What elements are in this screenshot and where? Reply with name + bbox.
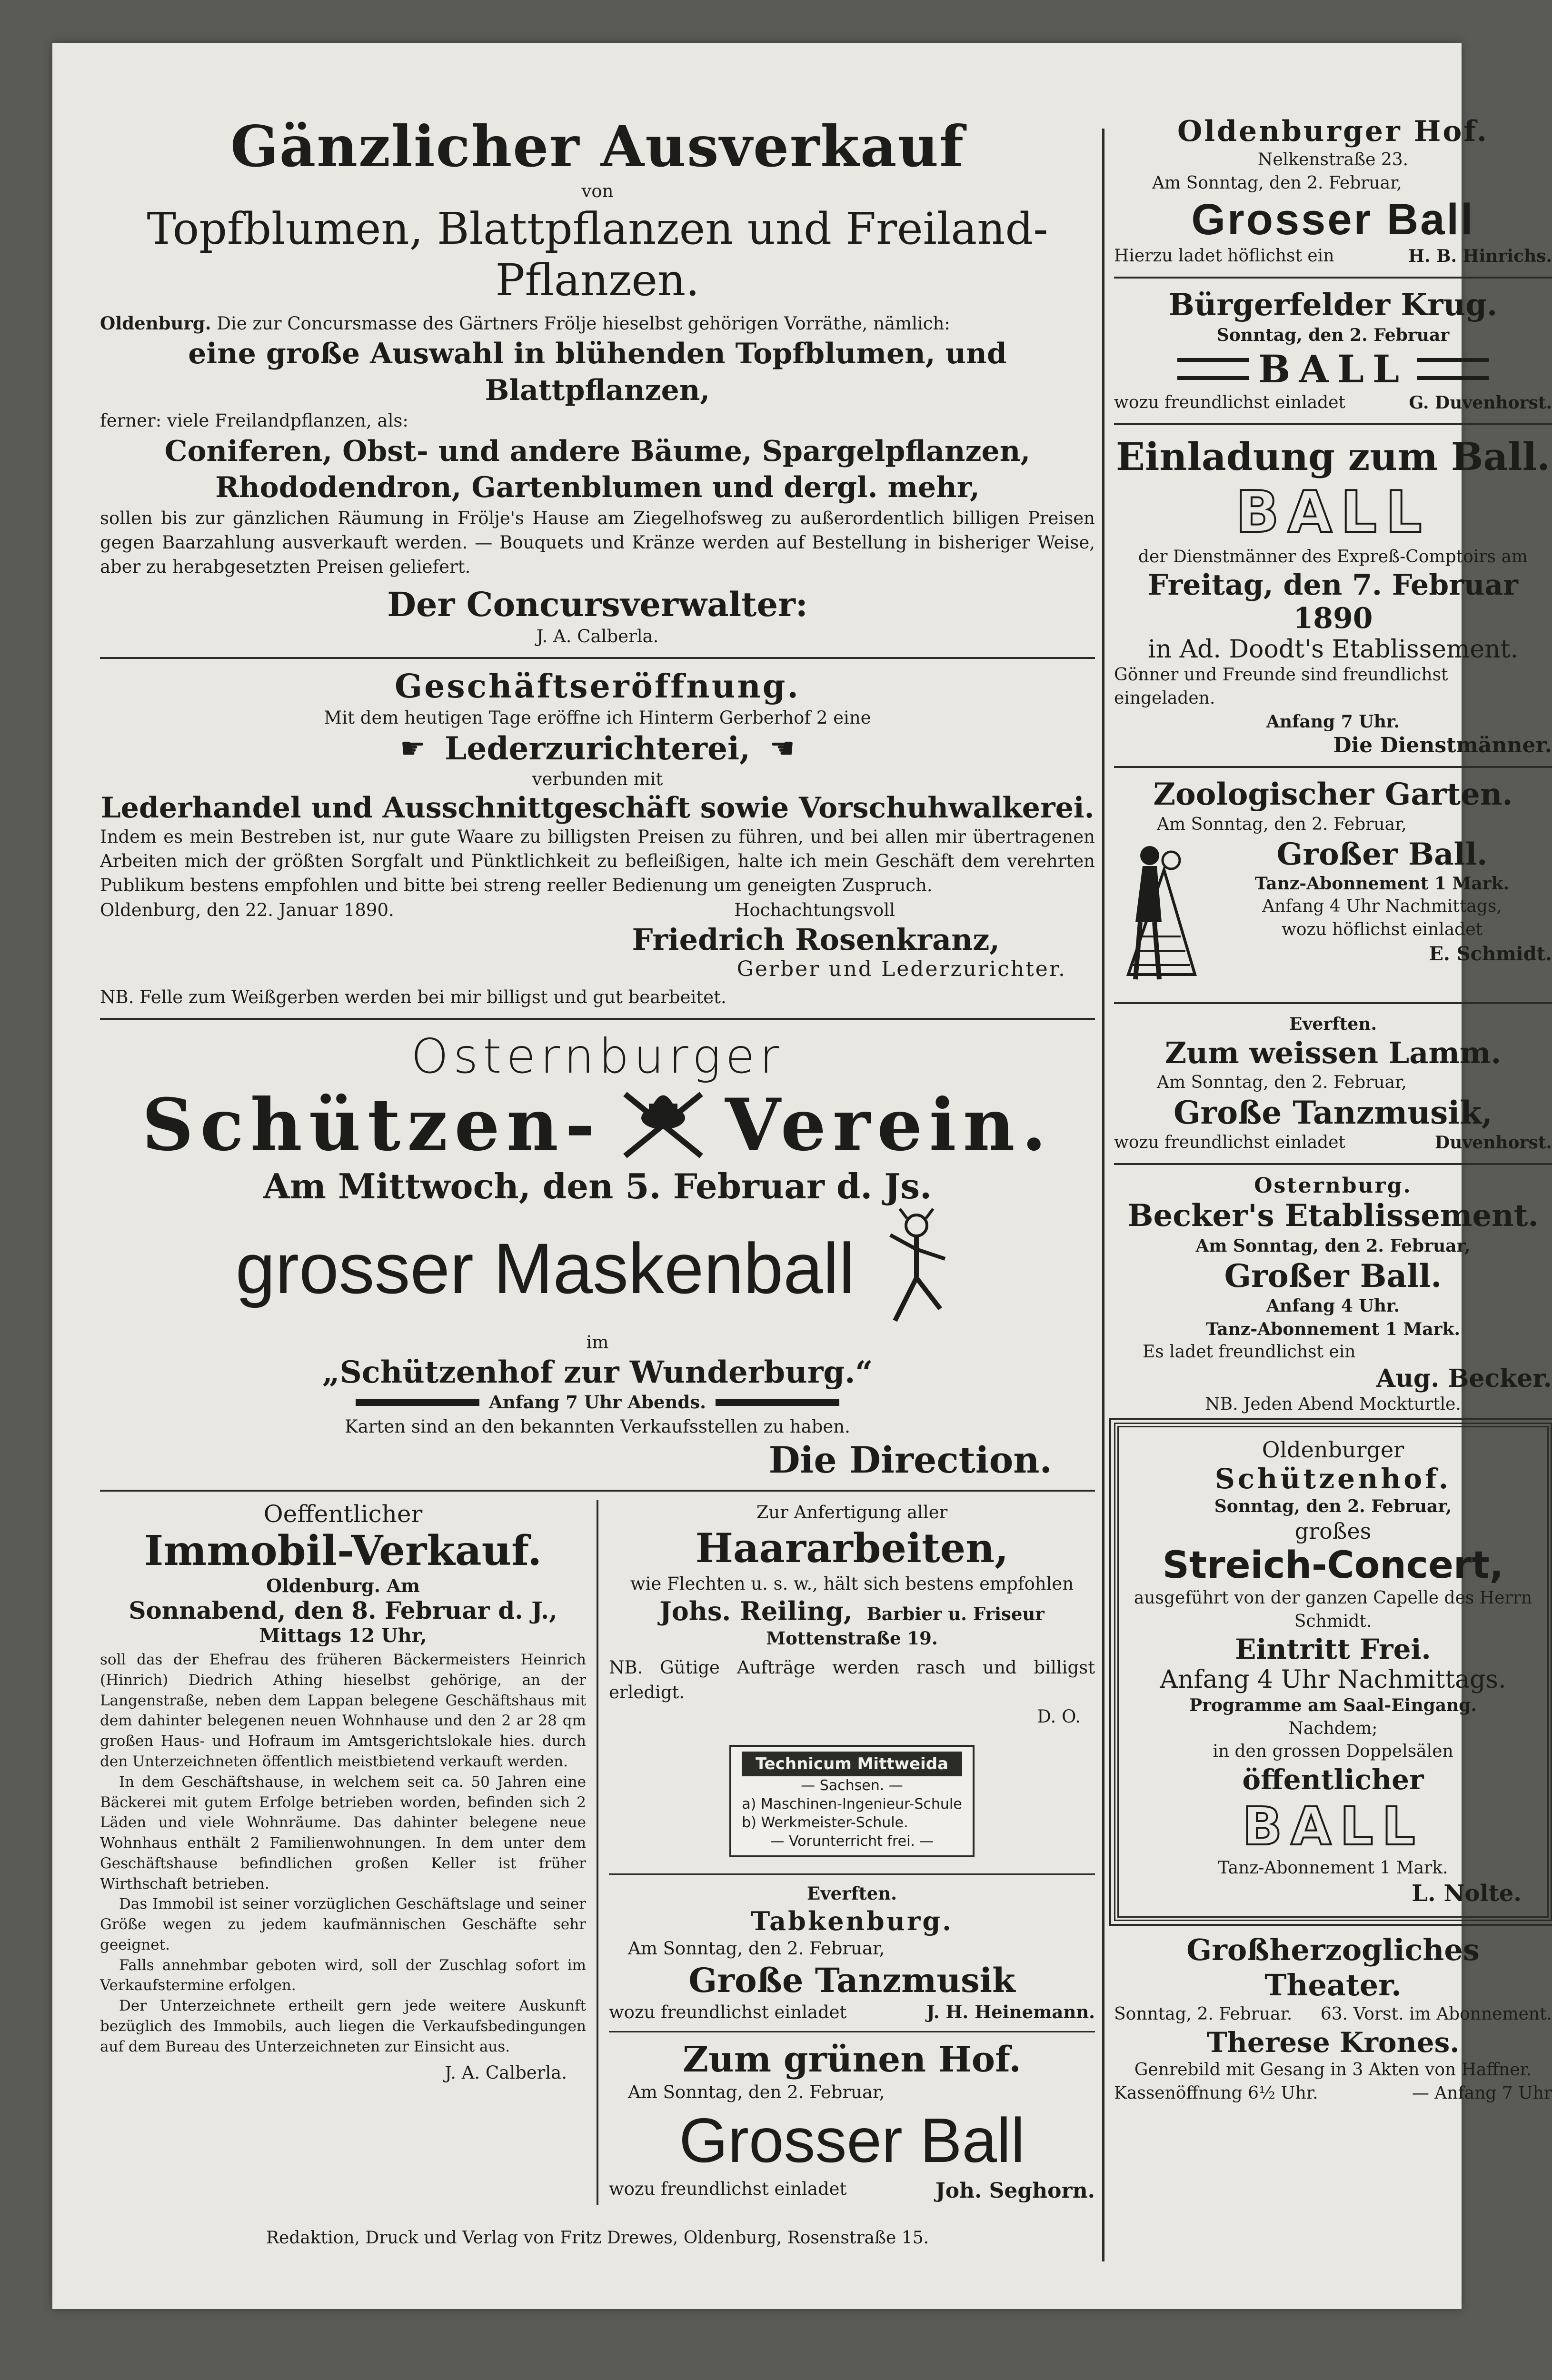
oldenburger-hof-venue: Oldenburger Hof. — [1177, 115, 1489, 148]
geschaeft-line2: Lederhandel und Ausschnittgeschäft sowie Vorschuhwalkerei. — [100, 791, 1094, 825]
haar-initials: D. O. — [1037, 1706, 1081, 1727]
technicum-c: — Vorunterricht frei. — — [770, 1832, 934, 1850]
lamm-place: Everften. — [1289, 1014, 1377, 1034]
ad-zoologischer-garten — [1114, 777, 1552, 993]
geschaeft-verbunden: verbunden mit — [532, 769, 663, 790]
einladung-start: Anfang 7 Uhr. — [1266, 711, 1400, 732]
ausverkauf-intro: Die zur Concursmasse des Gärtners Frölje hieselbst gehörigen Vorräthe, nämlich: — [217, 313, 950, 334]
schuetzenhof-nachdem: Nachdem; — [1288, 1718, 1378, 1738]
buergerfelder-date: Sonntag, den 2. Februar — [1216, 325, 1450, 345]
ad-schuetzenverein — [100, 1028, 1095, 1482]
becker-venue: Becker's Etablissement. — [1127, 1197, 1539, 1234]
gruener-hof-venue: Zum grünen Hof. — [682, 2039, 1022, 2080]
oldenburger-hof-invite: Hierzu ladet höflichst ein — [1114, 246, 1334, 266]
haar-address: Mottenstraße 19. — [766, 1628, 938, 1649]
haar-line1: Zur Anfertigung aller — [756, 1502, 948, 1523]
einladung-line2: Gönner und Freunde sind freundlichst eingeladen. — [1114, 665, 1448, 708]
ad-haararbeiten — [609, 1500, 1095, 1728]
schuetzenhof-entry: Eintritt Frei. — [1235, 1633, 1431, 1666]
divider — [1114, 1002, 1552, 1004]
imprint-footer: Redaktion, Druck und Verlag von Fritz Drewes, Oldenburg, Rosenstraße 15. — [266, 2228, 929, 2248]
buergerfelder-venue: Bürgerfelder Krug. — [1168, 287, 1498, 323]
divider — [100, 657, 1095, 659]
technicum-title: Technicum Mittweida — [742, 1752, 962, 1776]
ad-ausverkauf — [100, 114, 1095, 648]
geschaeft-place-date: Oldenburg, den 22. Januar 1890. — [100, 899, 394, 920]
divider — [609, 2031, 1095, 2032]
oldenburger-hof-event: Grosser Ball — [1191, 195, 1475, 244]
right-column — [1114, 114, 1552, 2223]
becker-fee: Tanz-Abonnement 1 Mark. — [1205, 1319, 1461, 1339]
ausverkauf-von: von — [581, 180, 614, 201]
ad-schuetzenhof-frame — [1114, 1423, 1552, 1921]
geschaeft-title: Geschäftseröffnung. — [395, 667, 800, 706]
schuetzenhof-venue: Schützenhof. — [1214, 1463, 1452, 1495]
buergerfelder-invite: wozu freundlichst einladet — [1114, 393, 1345, 413]
ad-tabkenburg — [609, 1882, 1095, 2024]
divider — [1114, 1163, 1552, 1165]
immobil-p4: Falls annehmbar geboten wird, soll der Zuschlag sofort im Verkaufstermine erfolgen. — [100, 1956, 586, 1994]
becker-date: Am Sonntag, den 2. Februar, — [1195, 1235, 1471, 1256]
start-bar-right — [716, 1399, 839, 1406]
immobil-title: Immobil-Verkauf. — [144, 1527, 542, 1575]
crossed-rifles-icon — [616, 1085, 711, 1165]
zoo-invite: wozu höflichst einladet — [1282, 919, 1482, 939]
technicum-region: — Sachsen. — — [801, 1777, 903, 1794]
column-rule — [597, 1500, 598, 2205]
start-bar-left — [356, 1399, 479, 1406]
theater-date: Sonntag, 2. Februar. — [1114, 2004, 1293, 2024]
becker-place: Osternburg. — [1254, 1173, 1412, 1198]
schuetzenhof-signer: L. Nolte. — [1412, 1880, 1522, 1907]
haar-nb: NB. Gütige Aufträge werden rasch und billigst erledigt. — [609, 1657, 1095, 1703]
becker-signer: Aug. Becker. — [1376, 1364, 1552, 1393]
becker-nb: NB. Jeden Abend Mockturtle. — [1205, 1394, 1461, 1414]
ball-bar-left — [1177, 358, 1249, 380]
gruener-hof-date: Am Sonntag, den 2. Februar, — [628, 2081, 885, 2102]
ausverkauf-subject: Topfblumen, Blattpflanzen und Freiland-Pflanzen. — [147, 203, 1048, 306]
schuetzenhof-pre: Oldenburger — [1262, 1437, 1404, 1463]
theater-doors: Kassenöffnung 6½ Uhr. — [1114, 2083, 1318, 2103]
zoo-venue: Zoologischer Garten. — [1153, 777, 1513, 813]
immobil-p5: Der Unterzeichnete ertheilt gern jede weitere Auskunft bezüglich des Immobils, auch liegen die Verkaufsbedingungen auf dem Bureau des Unterzeichneten zur Einsicht aus. — [100, 1997, 586, 2055]
immobil-column — [100, 1500, 586, 2205]
ad-buergerfelder-krug — [1114, 287, 1552, 415]
immobil-signer: J. A. Calberla. — [445, 2062, 567, 2083]
schuetzenhof-public: öffentlicher — [1242, 1763, 1424, 1796]
gruener-hof-signer: Joh. Seghorn. — [935, 2178, 1095, 2203]
schuetzen-verein-right: Verein. — [725, 1083, 1053, 1167]
technicum-b: b) Werkmeister-Schule. — [742, 1814, 908, 1831]
technicum-a: a) Maschinen-Ingenieur-Schule — [742, 1795, 962, 1812]
geschaeft-line1: Mit dem heutigen Tage eröffne ich Hinterm Gerberhof 2 eine — [324, 707, 871, 728]
schuetzenhof-program: Programme am Saal-Eingang. — [1189, 1695, 1477, 1716]
schuetzenhof-start: Anfang 4 Uhr Nachmittags. — [1160, 1665, 1506, 1694]
schuetzen-signer: Die Direction. — [768, 1439, 1052, 1482]
tabkenburg-place: Everften. — [806, 1882, 897, 1904]
theater-abo: 63. Vorst. im Abonnement. — [1320, 2004, 1552, 2024]
schuetzen-tickets: Karten sind an den bekannten Verkaufsstellen zu haben. — [345, 1416, 850, 1437]
ausverkauf-body: sollen bis zur gänzlichen Räumung in Frölje's Hause am Ziegelhofsweg zu außerordentlich billigen Preisen gegen Baarzahlung ausverkauft werden. — Bouquets und Kränze werden auf Bestellung in bisheriger Weise, aber zu herabgesetzten Preisen geliefert. — [100, 508, 1095, 578]
geschaeft-headline: Lederzurichterei, — [444, 730, 751, 767]
divider — [100, 1018, 1095, 1020]
einladung-ball: BALL — [1235, 479, 1431, 546]
ausverkauf-signer-title: Der Concursverwalter: — [387, 585, 808, 625]
lamm-signer: Duvenhorst. — [1435, 1133, 1552, 1153]
tabkenburg-event: Große Tanzmusik — [688, 1960, 1015, 2000]
haar-line2: wie Flechten u. s. w., hält sich bestens empfohlen — [630, 1573, 1074, 1594]
buergerfelder-event: BALL — [1258, 347, 1408, 392]
immobil-time: Mittags 12 Uhr, — [259, 1624, 427, 1647]
schuetzen-date: Am Mittwoch, den 5. Februar d. Js. — [263, 1166, 932, 1207]
immobil-place: Oldenburg. Am — [266, 1575, 420, 1597]
ausverkauf-place: Oldenburg. — [100, 312, 211, 334]
zoo-event: Großer Ball. — [1276, 836, 1488, 872]
schuetzenhof-date: Sonntag, den 2. Februar, — [1214, 1496, 1452, 1517]
schuetzen-event: grosser Maskenball — [235, 1228, 855, 1308]
technicum-stamp — [729, 1745, 974, 1857]
tabkenburg-venue: Tabkenburg. — [751, 1905, 953, 1936]
divider — [1114, 277, 1552, 279]
pointing-hand-left-icon: ☚ — [769, 732, 795, 766]
theater-title: Großherzogliches Theater. — [1186, 1932, 1480, 2003]
ad-becker — [1114, 1174, 1552, 1416]
tabkenburg-signer: J. H. Heinemann. — [926, 2001, 1095, 2022]
lamm-invite: wozu freundlichst einladet — [1114, 1133, 1345, 1153]
divider — [100, 1490, 1095, 1492]
schuetzen-start: Anfang 7 Uhr Abends. — [489, 1392, 706, 1413]
schuetzenhof-ball: BALL — [1242, 1796, 1424, 1857]
geschaeft-body: Indem es mein Bestreben ist, nur gute Waare zu billigsten Preisen zu führen, und bei allen mir übertragenen Arbeiten mich der größten Sorgfalt und Pünktlichkeit zu befleißigen, halte ich mein Geschäft dem verehrten Publikum bestens empfohlen und bitte bei streng reeller Bedienung um geneigten Zuspruch. — [100, 827, 1095, 896]
geschaeft-nb: NB. Felle zum Weißgerben werden bei mir billigst und gut bearbeitet. — [100, 986, 726, 1007]
ausverkauf-title: Gänzlicher Ausverkauf — [230, 113, 965, 179]
zoo-start: Anfang 4 Uhr Nachmittags, — [1262, 896, 1502, 916]
immobil-p2: In dem Geschäftshause, in welchem seit ca. 50 Jahren eine Bäckerei mit gutem Erfolge betrieben worden, befinden sich 2 Läden und viele Wohnräume. Das dahinter belegene neue Wohnhaus enthält 2 Familienwohnungen. In dem unter dem Geschäftshause befindlichen großen Keller ist früher Wirthschaft betrieben. — [100, 1773, 586, 1892]
schuetzenhof-by: ausgeführt von der ganzen Capelle des Herrn Schmidt. — [1134, 1588, 1532, 1631]
right-subcolumn — [609, 1500, 1095, 2205]
left-column — [100, 114, 1095, 2223]
buergerfelder-signer: G. Duvenhorst. — [1409, 393, 1552, 413]
ausverkauf-highlight2: Coniferen, Obst- und andere Bäume, Spargelpflanzen, Rhododendron, Gartenblumen und dergl. mehr, — [164, 434, 1031, 505]
einladung-line1: der Dienstmänner des Expreß-Comptoirs am — [1138, 547, 1528, 567]
immobil-date: Sonnabend, den 8. Februar d. J., — [129, 1596, 557, 1625]
schuetzen-verein-left: Schützen- — [142, 1083, 602, 1167]
lamm-venue: Zum weissen Lamm. — [1164, 1036, 1502, 1071]
ausverkauf-signer: J. A. Calberla. — [536, 626, 659, 647]
ad-gruener-hof — [609, 2039, 1095, 2206]
lamm-date: Am Sonntag, den 2. Februar, — [1157, 1072, 1407, 1092]
ad-oldenburger-hof — [1114, 114, 1552, 268]
gruener-hof-invite: wozu freundlichst einladet — [609, 2178, 847, 2199]
ad-weisses-lamm — [1114, 1013, 1552, 1155]
schuetzen-im: im — [586, 1332, 609, 1353]
jester-figure-icon — [874, 1206, 959, 1330]
einladung-venue: in Ad. Doodt's Etablissement. — [1147, 635, 1519, 664]
immobil-p1: soll das der Ehefrau des früheren Bäckermeisters Heinrich (Hinrich) Diedrich Athing hieselbst gehörige, an der Langenstraße, neben dem Lappan belegene Geschäftshaus mit dem dahinter belegenen neuen Wohnhause und den 2 ar 28 qm großen Haus- und Hofraum im Amtsgerichtslokale hies. durch den Unterzeichneten öffentlich meistbietend verkauft werden. — [100, 1651, 586, 1770]
oldenburger-hof-address: Nelkenstraße 23. — [1257, 150, 1409, 169]
column-rule — [1102, 129, 1104, 2261]
lamm-event: Große Tanzmusik, — [1173, 1094, 1493, 1132]
schuetzenhof-fee: Tanz-Abonnement 1 Mark. — [1218, 1858, 1448, 1878]
ausverkauf-highlight1: eine große Auswahl in blühenden Topfblumen, und Blattpflanzen, — [188, 337, 1007, 407]
ad-einladung-ball — [1114, 434, 1552, 757]
theater-genre: Genrebild mit Gesang in 3 Akten von Haffner. — [1134, 2060, 1532, 2080]
newspaper-page — [52, 43, 1552, 2309]
ball-bar-right — [1417, 358, 1489, 380]
immobil-pre: Oeffentlicher — [263, 1500, 423, 1528]
theater-play: Therese Krones. — [1206, 2026, 1460, 2059]
geschaeft-greeting: Hochachtungsvoll — [734, 899, 895, 920]
schuetzen-venue: „Schützenhof zur Wunderburg.“ — [322, 1354, 873, 1391]
bottom-two-columns — [100, 1500, 1095, 2205]
geschaeft-signer-role: Gerber und Lederzurichter. — [736, 956, 1066, 981]
zoo-fee: Tanz-Abonnement 1 Mark. — [1254, 873, 1510, 894]
dancing-couple-icon — [1114, 836, 1204, 994]
geschaeft-signer: Friedrich Rosenkranz, — [632, 922, 1000, 957]
theater-start: — Anfang 7 Uhr — [1412, 2083, 1552, 2103]
oldenburger-hof-signer: H. B. Hinrichs. — [1408, 246, 1552, 267]
gruener-hof-event: Grosser Ball — [679, 2105, 1025, 2175]
tabkenburg-date: Am Sonntag, den 2. Februar, — [628, 1938, 885, 1959]
divider — [609, 1873, 1095, 1875]
oldenburger-hof-date: Am Sonntag, den 2. Februar, — [1152, 173, 1402, 193]
ausverkauf-ferner: ferner: viele Freilandpflanzen, als: — [100, 410, 408, 431]
ad-geschaeftseroeffnung — [100, 667, 1095, 1009]
becker-start: Anfang 4 Uhr. — [1266, 1296, 1400, 1316]
becker-event: Großer Ball. — [1224, 1257, 1442, 1295]
schuetzen-ostern: Osternburger — [411, 1028, 784, 1084]
einladung-signer: Die Dienstmänner. — [1333, 733, 1552, 758]
ad-theater — [1114, 1932, 1552, 2105]
becker-invite: Es ladet freundlichst ein — [1143, 1342, 1356, 1362]
tabkenburg-invite: wozu freundlichst einladet — [609, 2002, 847, 2022]
haar-role: Barbier u. Friseur — [866, 1603, 1045, 1625]
schuetzenhof-event: Streich-Concert, — [1162, 1544, 1504, 1587]
haar-title: Haararbeiten, — [695, 1524, 1009, 1572]
schuetzenhof-in-saal: in den grossen Doppelsälen — [1213, 1742, 1453, 1762]
immobil-p3: Das Immobil ist seiner vorzüglichen Geschäftslage und seiner Größe wegen zu jedem kaufmännischen Geschäfte sehr geeignet. — [100, 1895, 586, 1953]
divider — [1114, 423, 1552, 425]
einladung-date: Freitag, den 7. Februar 1890 — [1148, 568, 1518, 636]
zoo-date: Am Sonntag, den 2. Februar, — [1157, 814, 1407, 834]
einladung-title: Einladung zum Ball. — [1116, 434, 1550, 479]
divider — [1114, 766, 1552, 768]
haar-name: Johs. Reiling, — [659, 1596, 853, 1627]
schuetzenhof-grosses: großes — [1294, 1518, 1372, 1544]
pointing-hand-right-icon: ☛ — [400, 732, 426, 766]
zoo-signer: E. Schmidt. — [1429, 943, 1552, 966]
